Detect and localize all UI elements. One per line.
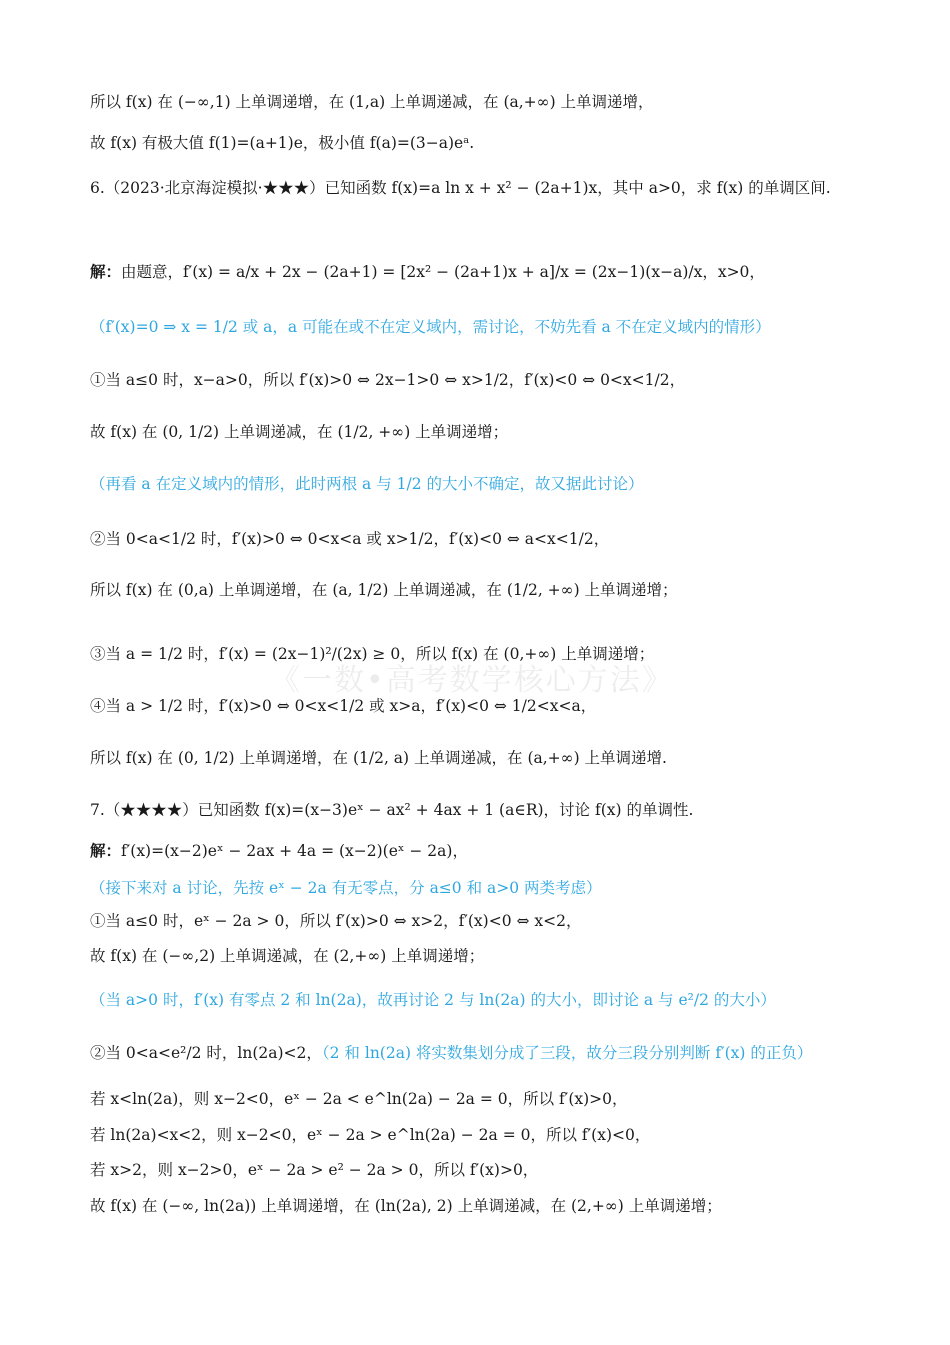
case-line: 故 f(x) 在 (−∞,2) 上单调递减，在 (2,+∞) 上单调递增； <box>90 947 485 965</box>
note-line: （f′(x)=0 ⇒ x = 1/2 或 a，a 可能在或不在定义域内，需讨论，不妨先看 a 不在定义域内的情形） <box>90 318 771 336</box>
case-line <box>90 1041 870 1065</box>
solution-text: 由题意，f′(x) = a/x + 2x − (2a+1) = [2x² − (2a+1)x + a]/x = (2x−1)(x−a)/x，x>0， <box>121 263 765 281</box>
watermark: 《一数•高考数学核心方法》 <box>270 663 674 698</box>
solution-label: 解： <box>90 841 122 860</box>
case-text: ②当 0<a<e²/2 时，ln(2a)<2， <box>90 1044 322 1062</box>
problem-7-statement: 7.（★★★★）已知函数 f(x)=(x−3)eˣ − ax² + 4ax + 1 (a∈R)，讨论 f(x) 的单调性. <box>90 801 694 819</box>
case-line: ①当 a≤0 时，eˣ − 2a > 0，所以 f′(x)>0 ⇔ x>2，f′(x)<0 ⇔ x<2， <box>90 912 582 930</box>
inline-note: （2 和 ln(2a) 将实数集划分成了三段，故分三段分别判断 f′(x) 的正负） <box>321 1044 813 1062</box>
problem-6-statement: 6.（2023·北京海淀模拟·★★★）已知函数 f(x)=a ln x + x² − (2a+1)x，其中 a>0，求 f(x) 的单调区间. <box>90 179 831 197</box>
case-line: 若 ln(2a)<x<2，则 x−2<0，eˣ − 2a > e^ln(2a) − 2a = 0，所以 f′(x)<0， <box>90 1126 651 1144</box>
text-line: 所以 f(x) 在 (−∞,1) 上单调递增，在 (1,a) 上单调递减，在 (a,+∞) 上单调递增， <box>90 93 654 111</box>
note-line: （再看 a 在定义域内的情形，此时两根 a 与 1/2 的大小不确定，故又据此讨论） <box>90 475 644 493</box>
solution-text: f′(x)=(x−2)eˣ − 2ax + 4a = (x−2)(eˣ − 2a)， <box>121 842 468 860</box>
note-line: （接下来对 a 讨论，先按 eˣ − 2a 有无零点，分 a≤0 和 a>0 两类考虑） <box>90 879 602 897</box>
case-line: 若 x<ln(2a)，则 x−2<0，eˣ − 2a < e^ln(2a) − 2a = 0，所以 f′(x)>0， <box>90 1090 628 1108</box>
solution-label: 解： <box>90 262 122 281</box>
case-line: 若 x>2，则 x−2>0，eˣ − 2a > e² − 2a > 0，所以 f′(x)>0， <box>90 1161 539 1179</box>
case-line: 所以 f(x) 在 (0,a) 上单调递增，在 (a, 1/2) 上单调递减，在 (1/2, +∞) 上单调递增； <box>90 581 678 599</box>
case-line: ③当 a = 1/2 时，f′(x) = (2x−1)²/(2x) ≥ 0，所以 f(x) 在 (0,+∞) 上单调递增； <box>90 645 655 663</box>
case-line: 故 f(x) 在 (0, 1/2) 上单调递减，在 (1/2, +∞) 上单调递增； <box>90 423 509 441</box>
case-line: 所以 f(x) 在 (0, 1/2) 上单调递增，在 (1/2, a) 上单调递减，在 (a,+∞) 上单调递增. <box>90 749 667 767</box>
solution-6-line <box>90 260 870 284</box>
solution-7-line <box>90 839 870 863</box>
case-line: ①当 a≤0 时，x−a>0，所以 f′(x)>0 ⇔ 2x−1>0 ⇔ x>1/2，f′(x)<0 ⇔ 0<x<1/2， <box>90 371 686 389</box>
note-line: （当 a>0 时，f′(x) 有零点 2 和 ln(2a)，故再讨论 2 与 ln(2a) 的大小，即讨论 a 与 e²/2 的大小） <box>90 991 776 1009</box>
case-line: ④当 a > 1/2 时，f′(x)>0 ⇔ 0<x<1/2 或 x>a，f′(x)<0 ⇔ 1/2<x<a， <box>90 697 597 715</box>
text-line: 故 f(x) 有极大值 f(1)=(a+1)e，极小值 f(a)=(3−a)eᵃ. <box>90 134 475 152</box>
case-line: ②当 0<a<1/2 时，f′(x)>0 ⇔ 0<x<a 或 x>1/2，f′(x)<0 ⇔ a<x<1/2， <box>90 530 610 548</box>
case-line: 故 f(x) 在 (−∞, ln(2a)) 上单调递增，在 (ln(2a), 2) 上单调递减，在 (2,+∞) 上单调递增； <box>90 1197 722 1215</box>
